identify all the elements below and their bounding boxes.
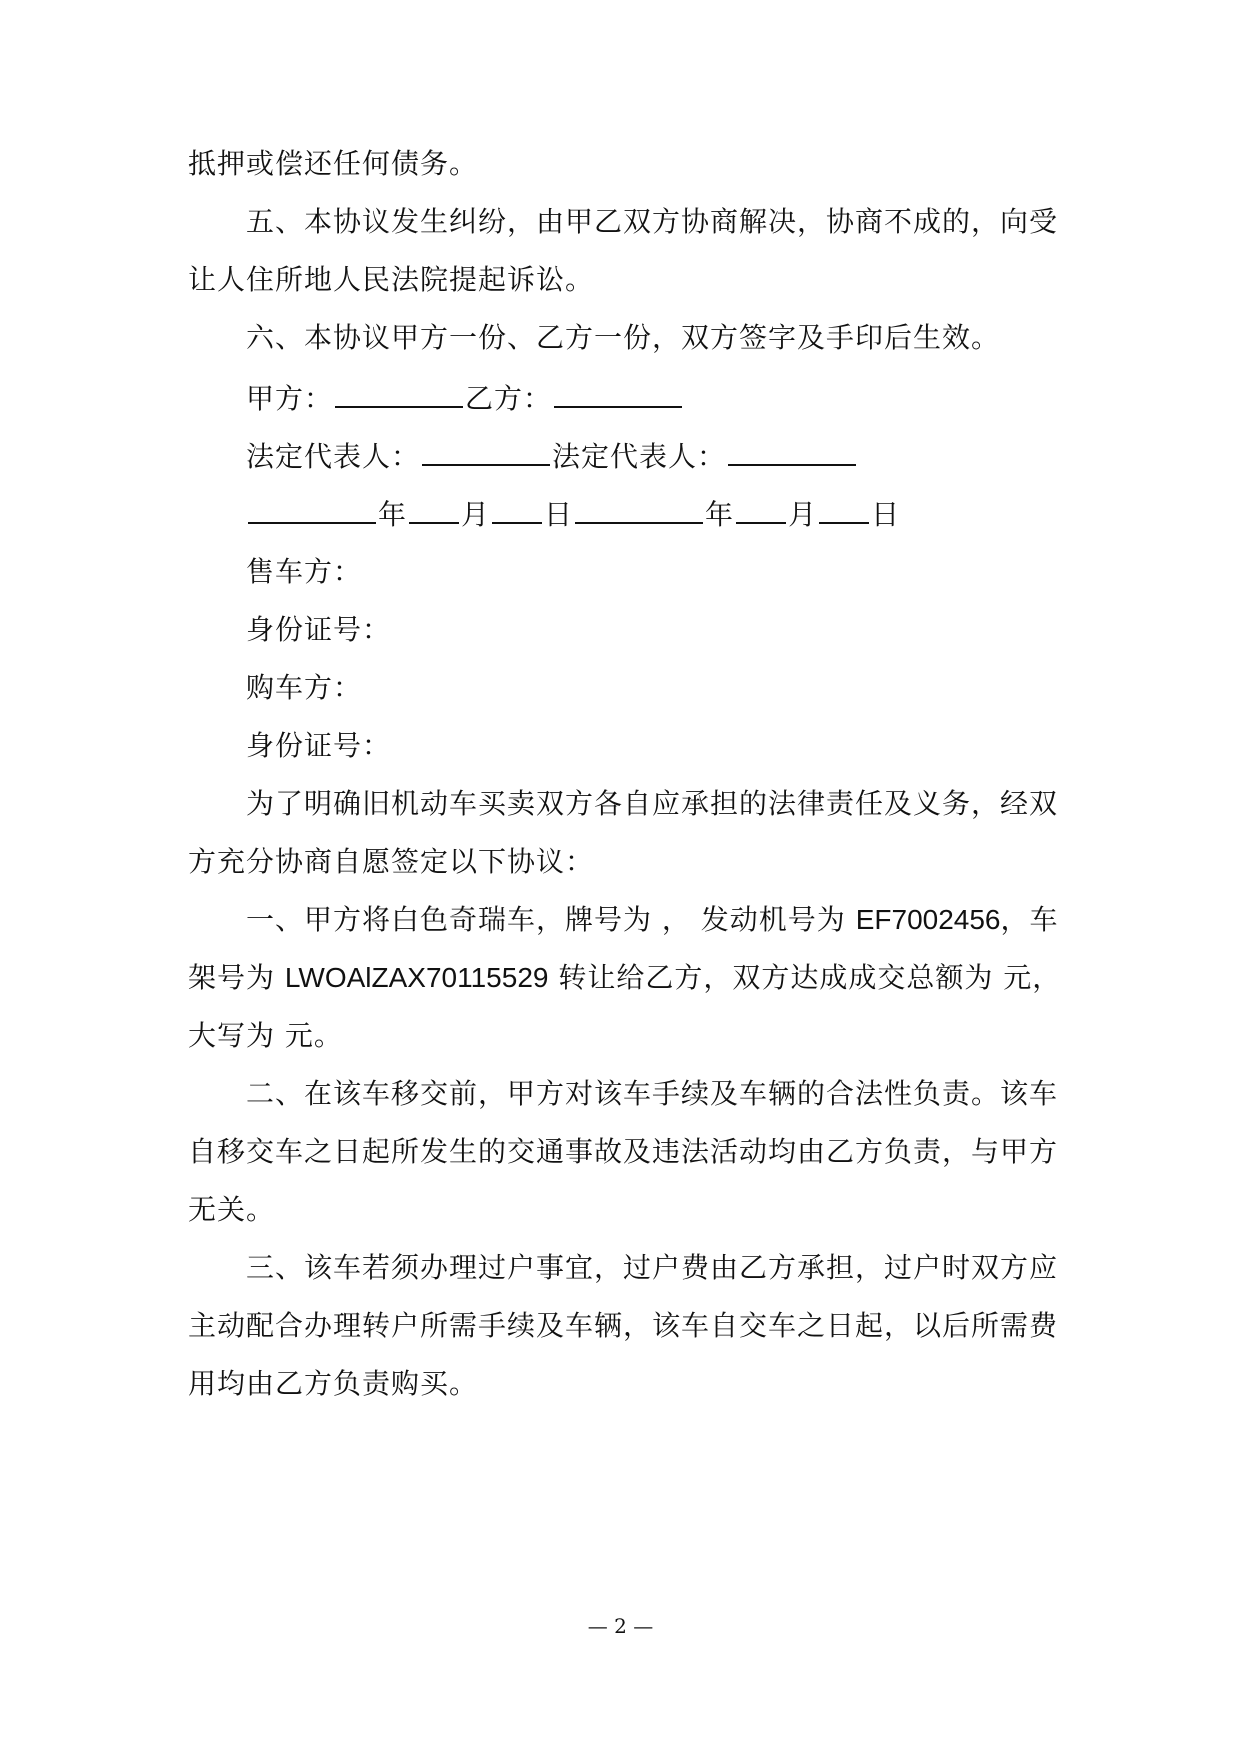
- clause-1-line-2: [188, 958, 1068, 998]
- date-a-year-blank: [248, 492, 376, 524]
- rep-a-blank: [422, 434, 550, 466]
- signature-dates-row: [246, 492, 1126, 532]
- clause-6: 六、本协议甲方一份、乙方一份，双方签字及手印后生效。: [246, 321, 1001, 354]
- clause-1-text-b: ，车: [1000, 903, 1059, 936]
- rep-b-label: 法定代表人：: [552, 440, 727, 473]
- clause-2-line-2: 自移交车之日起所发生的交通事故及违法活动均由乙方负责，与甲方: [188, 1135, 1059, 1168]
- clause-1-text-c: 架号为: [188, 961, 285, 994]
- seller-label: 售车方：: [246, 555, 363, 588]
- clause-3-line-3: 用均由乙方负责购买。: [188, 1367, 479, 1400]
- date-a-month-blank: [409, 492, 459, 524]
- intro-line-2: 方充分协商自愿签定以下协议：: [188, 845, 595, 878]
- clause-1-line-1: [246, 900, 1126, 940]
- clause-1-line-3: 大写为 元。: [188, 1019, 343, 1052]
- page-number: — 2 —: [587, 1614, 654, 1638]
- clause-5-line-1: 五、本协议发生纠纷，由甲乙双方协商解决，协商不成的，向受: [246, 205, 1059, 238]
- signature-representatives-row: [246, 434, 1126, 474]
- date-b-month-label: 月: [788, 498, 818, 531]
- seller-id-label: 身份证号：: [246, 613, 392, 646]
- buyer-id-label: 身份证号：: [246, 729, 392, 762]
- date-a-year-label: 年: [378, 498, 408, 531]
- party-a-blank: [335, 376, 463, 408]
- date-a-day-label: 日: [544, 498, 574, 531]
- party-a-label: 甲方：: [246, 382, 334, 415]
- party-b-label: 乙方：: [465, 382, 553, 415]
- paragraph-continuation: 抵押或偿还任何债务。: [188, 147, 479, 180]
- date-b-year-label: 年: [705, 498, 735, 531]
- clause-1-text-d: 转让给乙方，双方达成成交总额为 元，: [548, 961, 1062, 994]
- rep-a-label: 法定代表人：: [246, 440, 421, 473]
- clause-1-text-a: 一、甲方将白色奇瑞车，牌号为 ， 发动机号为: [246, 903, 856, 936]
- date-b-month-blank: [736, 492, 786, 524]
- engine-number: EF7002456: [855, 904, 1001, 935]
- frame-number: LWOAlZAX70115529: [284, 962, 549, 993]
- clause-3-line-1: 三、该车若须办理过户事宜，过户费由乙方承担，过户时双方应: [246, 1251, 1059, 1284]
- clause-2-line-1: 二、在该车移交前，甲方对该车手续及车辆的合法性负责。该车: [246, 1077, 1059, 1110]
- date-a-month-label: 月: [461, 498, 491, 531]
- rep-b-blank: [728, 434, 856, 466]
- buyer-label: 购车方：: [246, 671, 363, 704]
- date-b-day-label: 日: [871, 498, 901, 531]
- party-b-blank: [554, 376, 682, 408]
- intro-line-1: 为了明确旧机动车买卖双方各自应承担的法律责任及义务，经双: [246, 787, 1059, 820]
- clause-5-line-2: 让人住所地人民法院提起诉讼。: [188, 263, 595, 296]
- clause-2-line-3: 无关。: [188, 1193, 276, 1226]
- signature-parties-row: [246, 376, 1126, 416]
- date-a-day-blank: [492, 492, 542, 524]
- date-b-year-blank: [575, 492, 703, 524]
- date-b-day-blank: [819, 492, 869, 524]
- clause-3-line-2: 主动配合办理转户所需手续及车辆，该车自交车之日起，以后所需费: [188, 1309, 1059, 1342]
